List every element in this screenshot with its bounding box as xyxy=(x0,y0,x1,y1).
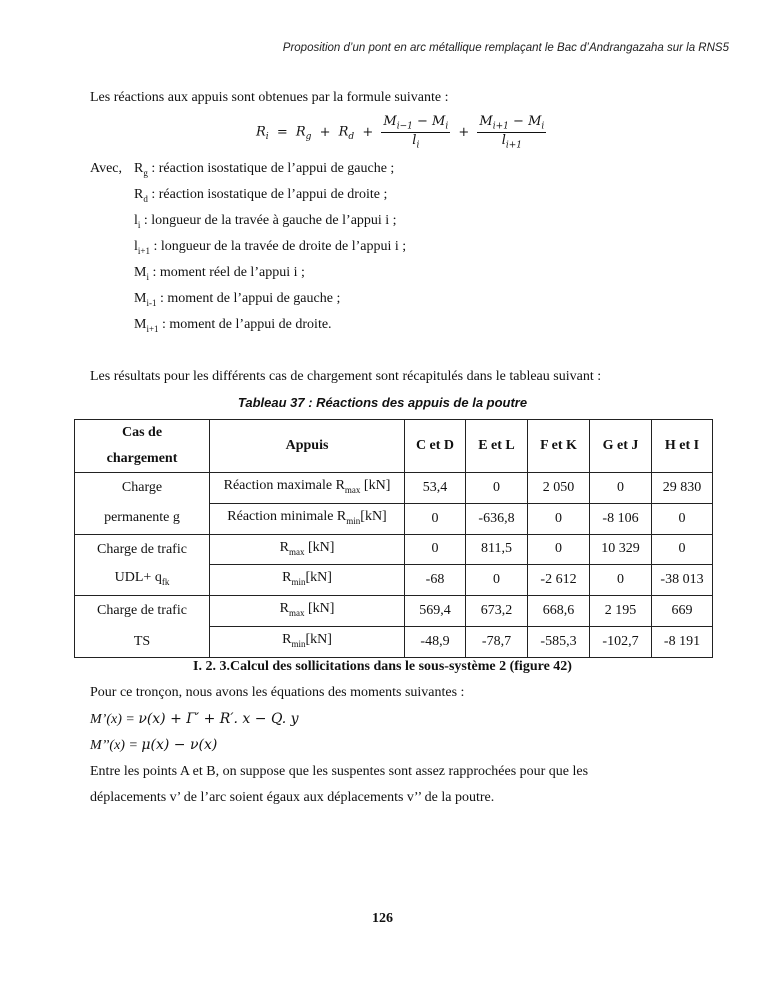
header-col: F et K xyxy=(528,420,590,473)
table-row xyxy=(75,473,713,504)
running-header: Proposition d’un pont en arc métallique remplaçant le Bac d’Andrangazaha sur la RNS5 xyxy=(282,42,729,54)
header-appuis: Appuis xyxy=(210,420,405,473)
case-label: $UDL+ q_{fk}$ xyxy=(75,565,210,596)
reaction-formula: $R_i = R_g + R_d$ + $\frac{M_{i-1} - M_i}{l_i}$ + $\frac{M_{i+1} - M_i}{l_{i+1}}$ xyxy=(256,114,545,151)
intro-text: Les réactions aux appuis sont obtenues par la formule suivante : xyxy=(90,90,449,105)
table-row xyxy=(75,534,713,565)
table-row xyxy=(75,503,713,534)
paragraph-line-2: déplacements v’ de l’arc soient égaux aux déplacements v’’ de la poutre. xyxy=(90,790,495,805)
header-cas: Cas de chargement xyxy=(75,420,210,473)
equation-m-second: M’’(x) = μ(x) − ν(x) xyxy=(90,737,218,753)
definition-mi: $M_i$ : moment réel de l’appui i ; xyxy=(134,265,305,282)
table-row xyxy=(75,596,713,627)
table-cell: -102,7 xyxy=(590,626,652,657)
table-cell: -8 106 xyxy=(590,503,652,534)
case-label: Charge de trafic xyxy=(75,534,210,565)
table-cell: 0 xyxy=(466,473,528,504)
table-cell: -2 612 xyxy=(528,565,590,596)
definition-rg: $R_g$ : réaction isostatique de l’appui de gauche ; xyxy=(134,161,395,178)
header-col: C et D xyxy=(405,420,466,473)
table-cell: -585,3 xyxy=(528,626,590,657)
paragraph-moments: Pour ce tronçon, nous avons les équations des moments suivantes : xyxy=(90,685,465,700)
case-label: Charge de trafic xyxy=(75,596,210,627)
table-cell: 2 195 xyxy=(590,596,652,627)
row-label: Réaction minimale $R_{min}[kN]$ xyxy=(210,503,405,534)
equation-m-prime: M’(x) = ν(x) + Γ′ + R′. x − Q. y xyxy=(90,711,299,727)
table-cell: 569,4 xyxy=(405,596,466,627)
case-label: permanente g xyxy=(75,503,210,534)
table-cell: 673,2 xyxy=(466,596,528,627)
table-cell: -78,7 xyxy=(466,626,528,657)
reactions-table xyxy=(74,419,713,658)
case-label: Charge xyxy=(75,473,210,504)
page-number: 126 xyxy=(372,911,393,926)
avec-label: Avec, xyxy=(90,161,122,176)
table-cell: 0 xyxy=(528,503,590,534)
table-cell: 0 xyxy=(466,565,528,596)
table-cell: 10 329 xyxy=(590,534,652,565)
definition-li1: $l_{i+1}$ : longueur de la travée de droite de l’appui i ; xyxy=(134,239,407,256)
section-heading: I. 2. 3.Calcul des sollicitations dans le sous-système 2 (figure 42) xyxy=(193,659,572,674)
table-row xyxy=(75,626,713,657)
definition-rd: $R_d$ : réaction isostatique de l’appui de droite ; xyxy=(134,187,388,204)
table-cell: 29 830 xyxy=(652,473,713,504)
table-cell: 0 xyxy=(652,534,713,565)
table-cell: -636,8 xyxy=(466,503,528,534)
table-cell: -38 013 xyxy=(652,565,713,596)
table-cell: 668,6 xyxy=(528,596,590,627)
fraction-right: $\frac{M_{i+1} - M_i}{l_{i+1}}$ xyxy=(479,114,545,151)
table-cell: -48,9 xyxy=(405,626,466,657)
table-cell: -68 xyxy=(405,565,466,596)
header-col: H et I xyxy=(652,420,713,473)
table-cell: 53,4 xyxy=(405,473,466,504)
table-cell: 811,5 xyxy=(466,534,528,565)
definition-li: $l_i$ : longueur de la travée à gauche de l’appui i ; xyxy=(134,213,397,230)
case-label: TS xyxy=(75,626,210,657)
table-cell: 0 xyxy=(405,503,466,534)
table-cell: 0 xyxy=(590,473,652,504)
fraction-left: $\frac{M_{i-1} - M_i}{l_i}$ xyxy=(383,114,449,151)
definition-mi-1: $M_{i-1}$ : moment de l’appui de gauche ; xyxy=(134,291,341,308)
table-cell: 0 xyxy=(652,503,713,534)
row-label: Réaction maximale $R_{max}$ [kN] xyxy=(210,473,405,504)
table-row xyxy=(75,565,713,596)
table-header-row xyxy=(75,420,713,473)
row-label: $R_{max}$ [kN] xyxy=(210,534,405,565)
table-cell: 669 xyxy=(652,596,713,627)
definition-mi1: $M_{i+1}$ : moment de l’appui de droite. xyxy=(134,317,332,334)
table-cell: 2 050 xyxy=(528,473,590,504)
header-col: G et J xyxy=(590,420,652,473)
table-cell: -8 191 xyxy=(652,626,713,657)
row-label: $R_{min}[kN]$ xyxy=(210,626,405,657)
table-cell: 0 xyxy=(405,534,466,565)
table-cell: 0 xyxy=(590,565,652,596)
table-cell: 0 xyxy=(528,534,590,565)
table-caption: Tableau 37 : Réactions des appuis de la poutre xyxy=(237,395,528,410)
results-intro: Les résultats pour les différents cas de chargement sont récapitulés dans le tableau suivant : xyxy=(90,369,602,384)
row-label: $R_{min}[kN]$ xyxy=(210,565,405,596)
header-col: E et L xyxy=(466,420,528,473)
paragraph-line-1: Entre les points A et B, on suppose que les suspentes sont assez rapprochées pour que les xyxy=(90,764,589,779)
row-label: $R_{max}$ [kN] xyxy=(210,596,405,627)
